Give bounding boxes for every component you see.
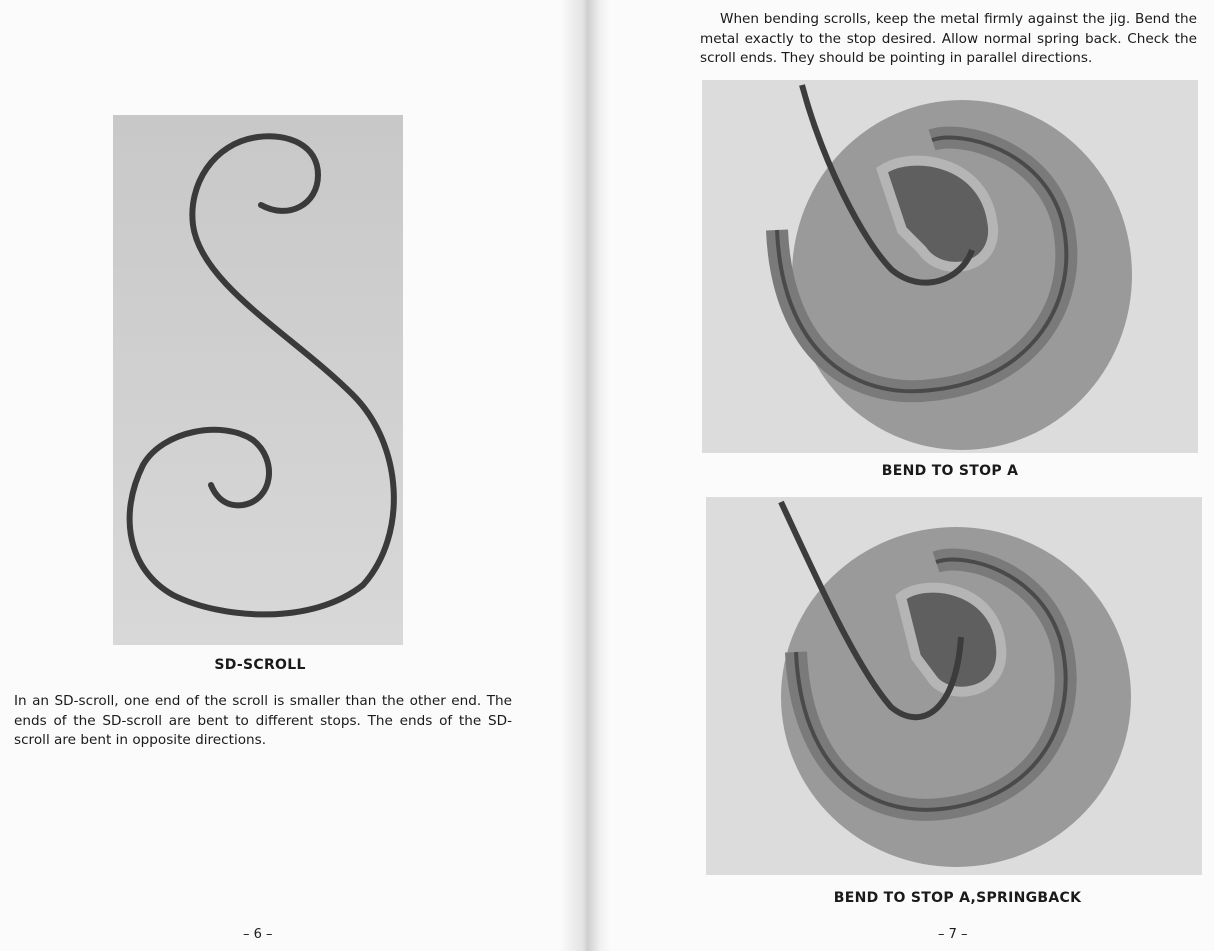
sd-scroll-description: In an SD-scroll, one end of the scroll is smaller than the other end. The ends of the SD-scroll are bent to different stops. The ends of the SD-scroll are bent in opposite directions. [14,693,512,748]
figure-caption-stop-a: BEND TO STOP A [881,463,1019,479]
sd-scroll-photo [113,115,403,645]
figure-caption-sd-scroll: SD-SCROLL [214,657,306,673]
page-number-left: – 6 – [243,927,273,942]
figure-caption-stop-a-springback: BEND TO STOP A,SPRINGBACK [833,890,1082,906]
page-number-right: – 7 – [938,927,968,942]
book-gutter [560,0,610,951]
bending-instructions: When bending scrolls, keep the metal firmly against the jig. Bend the metal exactly to the stop desired. Allow normal spring back. Check the scroll ends. They should be pointing in parallel directions. [700,11,1197,66]
jig-photo-stop-a [702,80,1198,453]
jig-photo-stop-a-springback [706,497,1202,875]
